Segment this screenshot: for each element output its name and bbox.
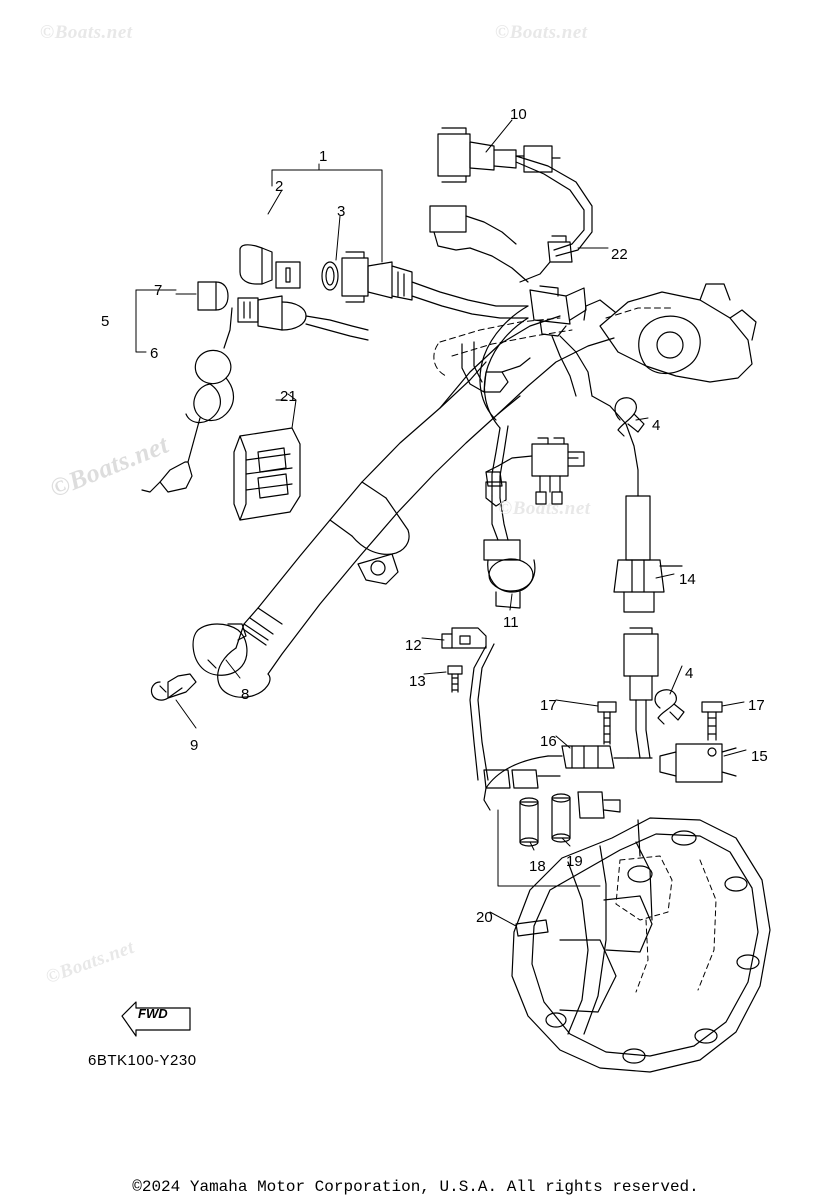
part-group-21 xyxy=(234,394,300,520)
callout-21: 21 xyxy=(280,388,297,405)
callout-11: 11 xyxy=(503,614,519,631)
callout-17-left: 17 xyxy=(540,697,557,714)
callout-3: 3 xyxy=(337,203,346,220)
part-group-stop-switch xyxy=(136,282,368,492)
copyright-notice: ©2024 Yamaha Motor Corporation, U.S.A. All rights reserved. xyxy=(132,1178,699,1196)
callout-9: 9 xyxy=(190,737,199,754)
callout-15: 15 xyxy=(751,748,768,765)
callout-20: 20 xyxy=(476,909,493,926)
watermark: ©Boats.net xyxy=(40,22,133,43)
part-group-14 xyxy=(592,396,682,612)
watermark: ©Boats.net xyxy=(45,429,173,504)
callout-14: 14 xyxy=(679,571,696,588)
callout-18: 18 xyxy=(529,858,546,875)
callout-1: 1 xyxy=(319,148,328,165)
watermark: ©Boats.net xyxy=(495,22,588,43)
fwd-arrow-label: FWD xyxy=(138,1006,168,1021)
callout-10: 10 xyxy=(510,106,527,123)
watermark: ©Boats.net xyxy=(43,936,138,989)
callout-5: 5 xyxy=(101,313,110,330)
callout-13: 13 xyxy=(409,673,426,690)
callout-7: 7 xyxy=(154,282,163,299)
callout-19: 19 xyxy=(566,853,583,870)
callout-8: 8 xyxy=(241,686,250,703)
callout-4-upper: 4 xyxy=(652,417,661,434)
callout-6: 6 xyxy=(150,345,159,362)
bottom-cowling xyxy=(512,818,770,1072)
engine-bracket xyxy=(584,284,756,382)
callout-4-lower: 4 xyxy=(685,665,694,682)
part-group-8-9 xyxy=(151,624,246,700)
callout-22: 22 xyxy=(611,246,628,263)
callout-2: 2 xyxy=(275,178,284,195)
callout-17-right: 17 xyxy=(748,697,765,714)
callout-12: 12 xyxy=(405,637,422,654)
part-group-lower-connectors xyxy=(470,628,736,886)
part-code-label: 6BTK100-Y230 xyxy=(88,1052,197,1069)
watermark: ©Boats.net xyxy=(498,498,591,519)
callout-16: 16 xyxy=(540,733,557,750)
